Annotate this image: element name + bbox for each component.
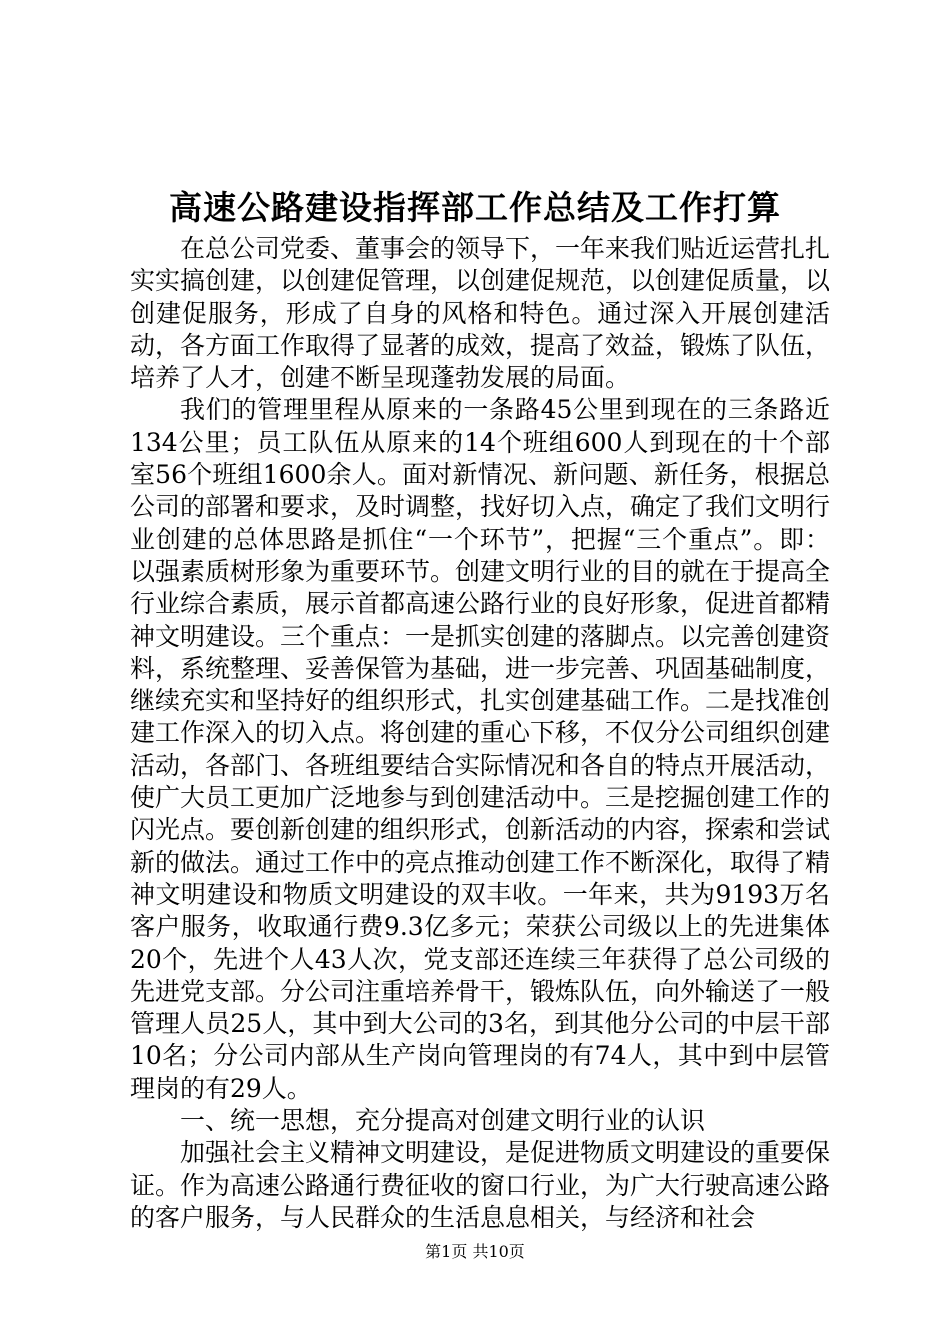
- document-title: 高速公路建设指挥部工作总结及工作打算: [169, 188, 781, 227]
- document-body: [130, 233, 830, 1234]
- paragraph-overview: 我们的管理里程从原来的一条路45公里到现在的三条路近134公里；员工队伍从原来的14个班组600人到现在的十个部室56个班组1600余人。面对新情况、新问题、新任务，根据总公司的部署和要求，及时调整，找好切入点，确定了我们文明行业创建的总体思路是抓住“一个环节”，把握“三个重点”。即：以强素质树形象为重要环节。创建文明行业的目的就在于提高全行业综合素质，展示首都高速公路行业的良好形象，促进首都精神文明建设。三个重点：一是抓实创建的落脚点。以完善创建资料，系统整理、妥善保管为基础，进一步完善、巩固基础制度，继续充实和坚持好的组织形式，扎实创建基础工作。二是找准创建工作深入的切入点。将创建的重心下移，不仅分公司组织创建活动，各部门、各班组要结合实际情况和各自的特点开展活动，使广大员工更加广泛地参与到创建活动中。三是挖掘创建工作的闪光点。要创新创建的组织形式，创新活动的内容，探索和尝试新的做法。通过工作中的亮点推动创建工作不断深化，取得了精神文明建设和物质文明建设的双丰收。一年来，共为9193万名客户服务，收取通行费9.3亿多元；荣获公司级以上的先进集体20个，先进个人43人次，党支部还连续三年获得了总公司级的先进党支部。分公司注重培养骨干，锻炼队伍，向外输送了一般管理人员25人，其中到大公司的3名，到其他分公司的中层干部10名；分公司内部从生产岗向管理岗的有74人，其中到中层管理岗的有29人。: [130, 395, 831, 1103]
- paragraph-intro: 在总公司党委、董事会的领导下，一年来我们贴近运营扎扎实实搞创建，以创建促管理，以创建促规范，以创建促质量，以创建促服务，形成了自身的风格和特色。通过深入开展创建活动，各方面工作取得了显著的成效，提高了效益，锻炼了队伍，培养了人才，创建不断呈现蓬勃发展的局面。: [130, 234, 831, 393]
- page-footer: 第1页 共10页: [425, 1242, 525, 1261]
- section-heading-1: 一、统一思想，充分提高对创建文明行业的认识: [180, 1106, 706, 1136]
- paragraph-section-1: 加强社会主义精神文明建设，是促进物质文明建设的重要保证。作为高速公路通行费征收的窗口行业，为广大行驶高速公路的客户服务，与人民群众的生活息息相关，与经济和社会: [130, 1138, 831, 1232]
